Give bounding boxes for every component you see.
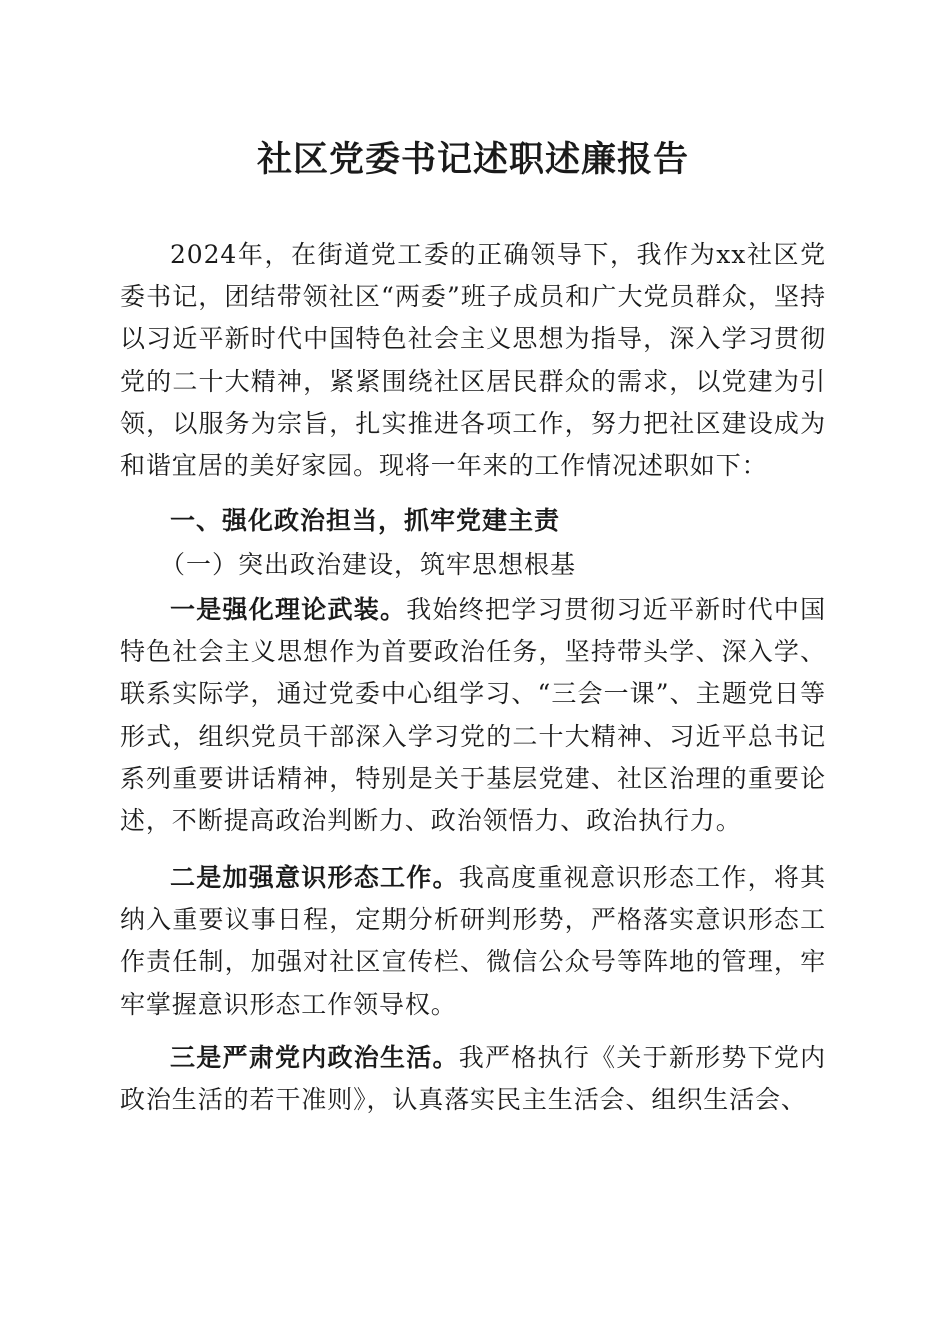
item-lead-2: 二是加强意识形态工作。 [170,863,459,892]
item-body-3: 我严格执行《关于新形势下党内政治生活的若干准则》，认真落实民主生活会、组织生活会、 [120,1043,826,1115]
item-body-2: 我高度重视意识形态工作，将其纳入重要议事日程，定期分析研判形势，严格落实意识形态工作责任制，加强对社区宣传栏、微信公众号等阵地的管理，牢牢掌握意识形态工作领导权。 [120,863,826,1019]
item-body-1: 我始终把学习贯彻习近平新时代中国特色社会主义思想作为首要政治任务，坚持带头学、深入学、联系实际学，通过党委中心组学习、“三会一课”、主题党日等形式，组织党员干部深入学习党的二十大精神、习近平总书记系列重要讲话精神，特别是关于基层党建、社区治理的重要论述，不断提高政治判断力、政治领悟力、政治执行力。 [120,595,827,836]
item-lead-1: 一是强化理论武装。 [170,595,407,624]
item-paragraph-3 [120,1037,826,1121]
section-heading: 一、强化政治担当，抓牢党建主责 [170,506,561,535]
document-title: 社区党委书记述职述廉报告 [256,139,689,180]
item-paragraph-1 [120,589,826,842]
subsection-heading: （一）突出政治建设，筑牢思想根基 [160,550,577,579]
intro-paragraph: 2024年，在街道党工委的正确领导下，我作为xx社区党委书记，团结带领社区“两委”班子成员和广大党员群众，坚持以习近平新时代中国特色社会主义思想为指导，深入学习贯彻党的二十大精神，紧紧围绕社区居民群众的需求，以党建为引领，以服务为宗旨，扎实推进各项工作，努力把社区建设成为和谐宜居的美好家园。现将一年来的工作情况述职如下： [120,240,826,481]
item-lead-3: 三是严肃党内政治生活。 [170,1043,459,1072]
item-paragraph-2 [120,857,826,1026]
